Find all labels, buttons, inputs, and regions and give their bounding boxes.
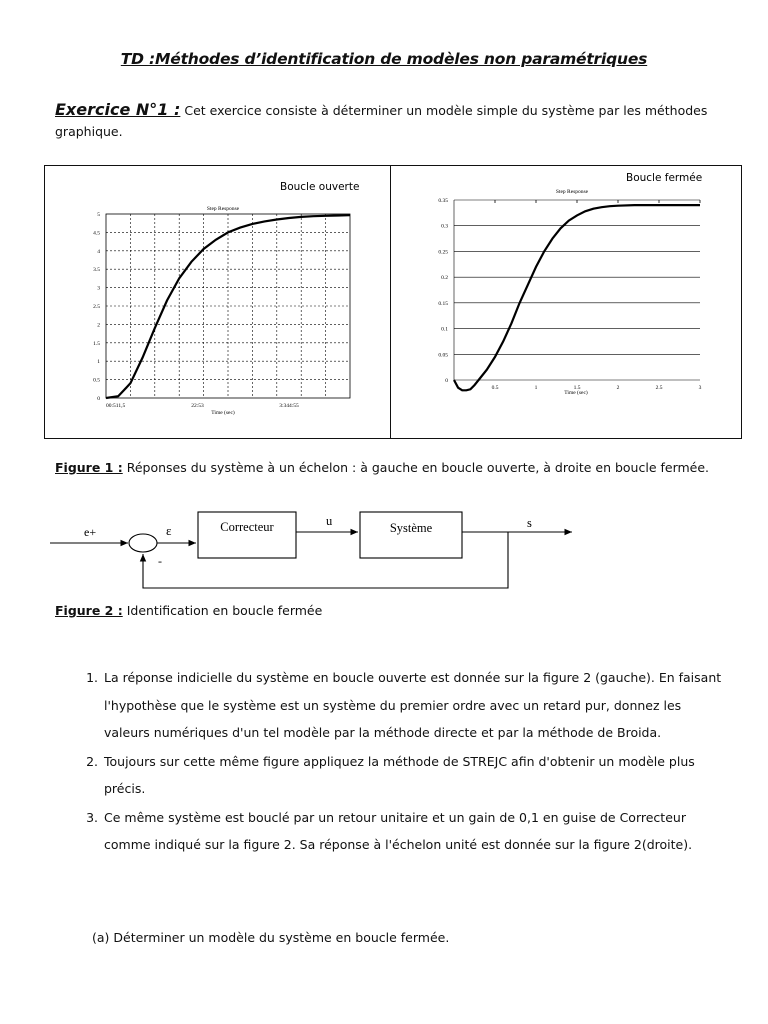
chart-open-loop: [46, 168, 388, 436]
chart-left-title: Step Response: [206, 206, 240, 212]
chart-right-xtick-label: 1.5: [573, 385, 581, 391]
chart-left-ytick-label: 5: [97, 212, 100, 218]
signal-u-label: u: [326, 514, 333, 528]
chart-left-ytick-label: 2: [97, 322, 100, 329]
chart-left-ytick-label: 3: [97, 285, 100, 292]
chart-right-series-line: [454, 205, 700, 390]
question-3: 3. Ce même système est bouclé par un retour unitaire et un gain de 0,1 en guise de Correcteur comme indiqué sur la figure 2. Sa réponse à l'échelon unité est donnée sur la figure 2(droite).: [102, 804, 725, 859]
figure1-caption-label: Figure 1 :: [55, 460, 123, 475]
chart-right-ytick-label: 0.2: [441, 275, 448, 282]
chart-closed-loop-svg: [392, 168, 740, 436]
chart-left-ytick-label: 1.5: [93, 340, 100, 347]
figure2-caption: [55, 601, 725, 621]
chart-left-ytick-label: 1: [97, 359, 100, 366]
chart-left-xtick-label: 22:53: [191, 403, 204, 409]
figure2-caption-text: Identification en boucle fermée: [126, 603, 323, 618]
chart-right-ytick-label: 0: [445, 378, 448, 384]
output-label: s: [527, 516, 532, 530]
chart-right-xtick-label: 0.5: [491, 385, 499, 391]
chart-left-ytick-label: 4.5: [93, 230, 100, 237]
questions-list: [55, 664, 725, 860]
chart-left-ytick-label: 4: [97, 248, 100, 255]
chart-left-xtick-label: 3:344:55: [279, 403, 299, 409]
chart-open-loop-svg: [46, 168, 388, 436]
error-label: ε: [166, 523, 172, 538]
chart-left-panel-label: Boucle ouverte: [280, 181, 360, 193]
chart-right-xtick-label: 2.5: [655, 385, 663, 391]
exercise-text: Cet exercice consiste à déterminer un modèle simple du système par les méthodes graphique.: [55, 103, 708, 139]
chart-right-ytick-label: 0.05: [438, 352, 448, 359]
chart-left-xtick-label: 00:511,5: [106, 403, 126, 409]
chart-right-panel-label: Boucle fermée: [626, 172, 703, 184]
exercise-label: Exercice N°1 :: [55, 100, 181, 119]
chart-right-ytick-label: 0.35: [438, 198, 448, 204]
exercise-intro: [55, 99, 725, 142]
input-label: e+: [84, 525, 97, 539]
subquestion-a: (a) Déterminer un modèle du système en boucle fermée.: [92, 930, 450, 945]
chart-right-xtick-label: 2: [616, 385, 620, 391]
chart-right-xlabel: Time (sec): [564, 390, 588, 396]
chart-right-title: Step Response: [555, 189, 589, 195]
figure1-divider: [390, 165, 391, 439]
chart-right-ytick-label: 0.25: [438, 249, 448, 256]
chart-left-ytick-label: 3.5: [93, 267, 100, 274]
question-1: 1. La réponse indicielle du système en boucle ouverte est donnée sur la figure 2 (gauche). En faisant l'hypothèse que le système est un système du premier ordre avec un retard pur, donnez les valeurs numériques d'un tel modèle par la méthode directe et par la méthode de Broida.: [102, 664, 725, 747]
minus-label: -: [158, 554, 162, 568]
systeme-block: [360, 512, 462, 558]
figure1-caption: [55, 458, 725, 478]
chart-right-xtick-label: 3: [698, 385, 702, 391]
chart-right-ytick-label: 0.3: [441, 223, 448, 230]
systeme-label: Système: [389, 521, 433, 535]
chart-right-ytick-label: 0.15: [438, 300, 448, 307]
correcteur-block: [198, 512, 296, 558]
question-2: 2. Toujours sur cette même figure appliquez la méthode de STREJC afin d'obtenir un modèle plus précis.: [102, 748, 725, 803]
chart-right-xtick-label: 1: [534, 385, 538, 391]
figure2-caption-label: Figure 2 :: [55, 603, 123, 618]
block-diagram-svg: [44, 505, 604, 595]
chart-left-xlabel: Time (sec): [211, 410, 235, 416]
page-title: TD :Méthodes d’identification de modèles non paramétriques: [120, 50, 648, 68]
chart-left-ytick-label: 0: [97, 396, 100, 402]
summing-junction: [129, 534, 157, 552]
chart-left-ytick-label: 0.5: [93, 377, 100, 384]
chart-right-ytick-label: 0.1: [441, 326, 448, 333]
block-diagram: [44, 505, 604, 595]
correcteur-label: Correcteur: [220, 520, 274, 534]
chart-closed-loop: [392, 168, 740, 436]
chart-left-ytick-label: 2.5: [93, 304, 100, 310]
figure1-caption-text: Réponses du système à un échelon : à gauche en boucle ouverte, à droite en boucle fermée.: [126, 460, 710, 475]
